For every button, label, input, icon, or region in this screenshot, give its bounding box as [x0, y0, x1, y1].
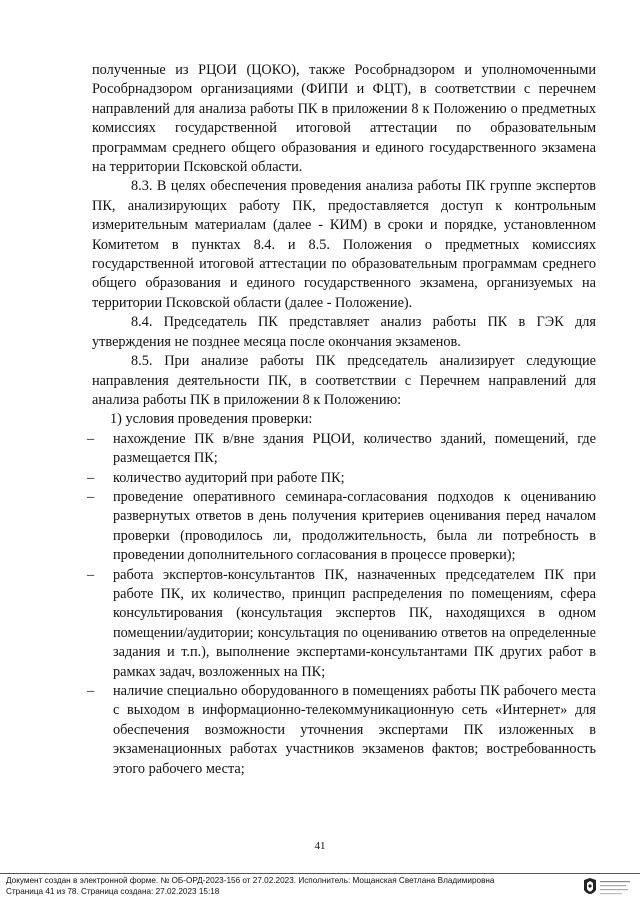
body-text	[92, 61, 596, 779]
page-number: 41	[314, 840, 326, 852]
footer-divider	[0, 873, 640, 874]
paragraph-8-4: 8.4. Председатель ПК представляет анализ работы ПК в ГЭК для утверждения не позднее месяца после окончания экзаменов.	[92, 314, 596, 350]
paragraph-8-5: 8.5. При анализе работы ПК председатель анализирует следующие направления деятельности ПК, в соответствии с Перечнем направлений для анализа работы ПК в приложении 8 к Положению:	[92, 353, 596, 408]
list-item: – работа экспертов-консультантов ПК, назначенных председателем ПК при работе ПК, их количество, принцип распределения по помещениям, сфера консультирования (консультация экспертов ПК, находящихся в одном помещении/аудитории; консультация по оцениванию ответов на определенные задания и т.п.), выполнение экспертами-консультантами ПК других работ в рамках задач, возложенных на ПК;	[92, 566, 596, 682]
list-item: – проведение оперативного семинара-согласования подходов к оцениванию развернутых ответов в день получения критериев оценивания перед началом проверки (проводилось ли, продолжительность, была ли потребность в проведении дополнительного согласования в процессе проверки);	[92, 488, 596, 566]
list-heading: 1) условия проведения проверки:	[110, 411, 313, 428]
paragraph-8-3: 8.3. В целях обеспечения проведения анализа работы ПК группе экспертов ПК, анализирующих работу ПК, предоставляется доступ к контрольным измерительным материалам (далее - КИМ) в сроки и порядке, установленном Комитетом в пунктах 8.4. и 8.5. Положения о предметных комиссиях государственной итоговой аттестации по образовательным программам среднего общего образования и единого государственного экзамена, организуемых на территории Псковской области (далее - Положение).	[92, 178, 596, 311]
list-item: – нахождение ПК в/вне здания РЦОИ, количество зданий, помещений, где размещается ПК;	[92, 430, 596, 469]
footer-page-info: Страница 41 из 78. Страница создана: 27.02.2023 15:18	[6, 886, 220, 896]
list-item: – количество аудиторий при работе ПК;	[92, 469, 596, 488]
footer	[6, 876, 566, 897]
emblem-icon	[580, 876, 634, 902]
list-item: – наличие специально оборудованного в помещениях работы ПК рабочего места с выходом в информационно-телекоммуникационную сеть «Интернет» для обеспечения возможности уточнения экспертами ПК изложенных в экзаменационных работах участников экзаменов фактов; востребованность этого рабочего места;	[92, 682, 596, 779]
footer-document-info: Документ создан в электронной форме. № ОБ-ОРД-2023-156 от 27.02.2023. Исполнитель: Мощанская Светлана Владимировна	[6, 876, 495, 885]
paragraph-continuation: полученные из РЦОИ (ЦОКО), также Рособрнадзором и уполномоченными Рособрнадзором организациями (ФИПИ и ФЦТ), в соответствии с перечнем направлений для анализа работы ПК в приложении 8 к Положению о предметных комиссиях государственной итоговой аттестации по образовательным программам среднего общего образования и единого государственного экзамена на территории Псковской области.	[92, 62, 596, 176]
